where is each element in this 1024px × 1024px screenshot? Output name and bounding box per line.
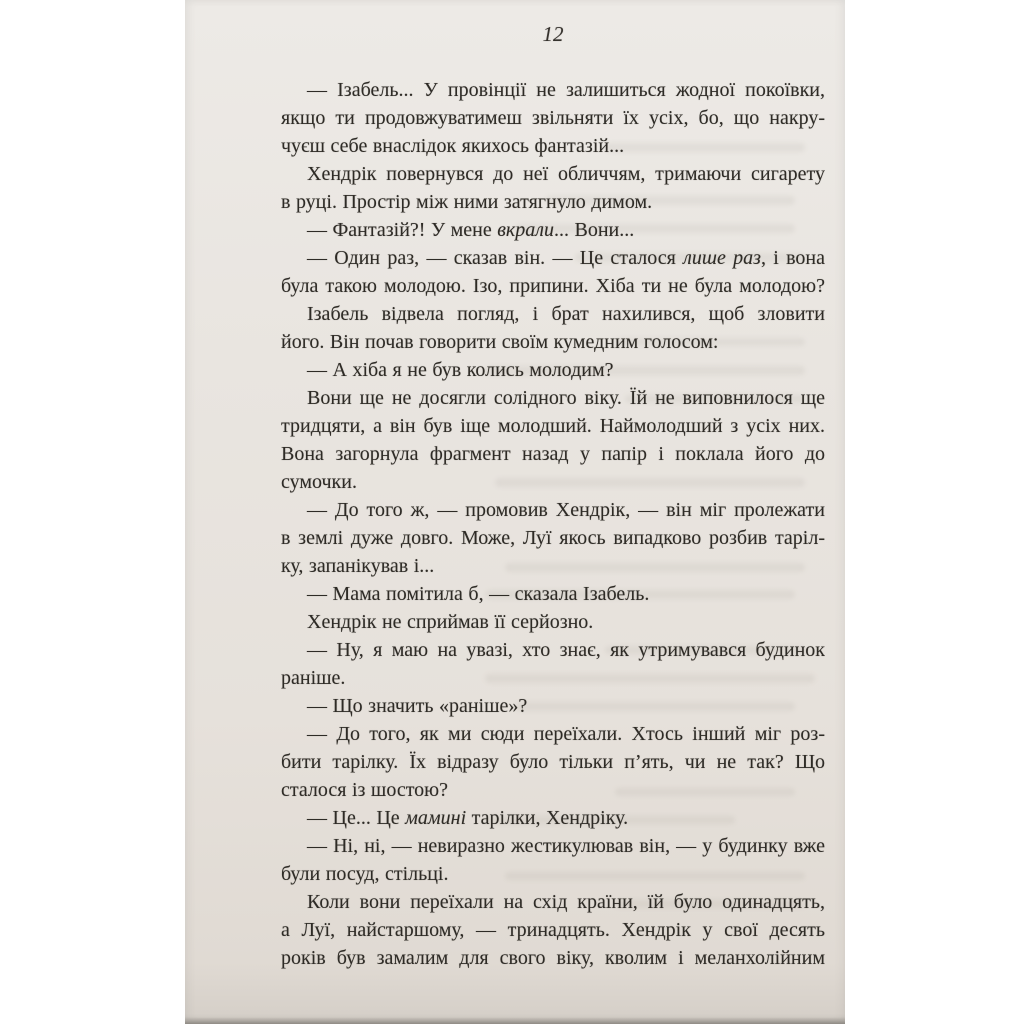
text-line: Коли вони переїхали на схід країни, їй було одинадцять, [307,891,825,913]
text-line: були посуд, стільці. [281,863,449,885]
text-line: Вона загорнула фрагмент назад у папір і поклала його до [281,443,825,465]
text-line: — Ізабель... У провінції не залишиться жодної покоївки, [307,79,825,101]
text-line: його. Він почав говорити своїм кумедним голосом: [281,331,719,353]
text-line: — До того ж, — промовив Хендрік, — він міг пролежати [307,499,825,521]
text-line: була такою молодою. Ізо, припини. Хіба ти не була молодою? [281,275,825,297]
text-line: Ізабель відвела погляд, і брат нахилився, щоб зловити [307,303,825,325]
text-line: Вони ще не досягли солідного віку. Їй не виповнилося ще [307,387,825,409]
book-page [185,0,845,1024]
text-line: — Мама помітила б, — сказала Ізабель. [307,583,650,605]
text-line: — Ні, ні, — невиразно жестикулював він, — у будинку вже [307,835,825,857]
text-line: чуєш себе внаслідок якихось фантазій... [281,135,625,157]
text-line: — До того, як ми сюди переїхали. Хтось інший міг роз- [307,723,825,745]
text-line: раніше. [281,667,346,689]
text-line: Хендрік повернувся до неї обличчям, тримаючи сигарету [307,163,825,185]
text-line: — Ну, я маю на увазі, хто знає, як утримувався будинок [307,639,825,661]
page-bottom-edge-shadow [185,1017,845,1024]
text-line: — Це... Це мамині тарілки, Хендріку. [307,807,629,829]
text-line: — Що значить «раніше»? [307,695,528,717]
text-line: сумочки. [281,471,357,493]
text-line: якщо ти продовжуватимеш звільняти їх усіх, бо, що накру- [281,107,825,129]
text-line: Хендрік не сприймав її серйозно. [307,611,594,633]
text-line: — А хіба я не був колись молодим? [307,359,614,381]
text-line: ку, запанікував і... [281,555,435,577]
text-line: в землі дуже довго. Може, Луї якось випадково розбив таріл- [281,527,825,549]
text-line: років був замалим для свого віку, кволим і меланхолійним [281,947,825,969]
text-line: в руці. Простір між ними затягнуло димом. [281,191,653,213]
text-line: а Луї, найстаршому, — тринадцять. Хендрік у свої десять [281,919,825,941]
text-line: — Фантазій?! У мене вкрали... Вони... [307,219,635,241]
text-line: — Один раз, — сказав він. — Це сталося лише раз, і вона [307,247,825,269]
text-line: бити тарілку. Їх відразу було тільки п’ять, чи не так? Що [281,751,825,773]
text-line: сталося із шостою? [281,779,448,801]
text-line: тридцяти, а він був іще молодший. Наймолодший з усіх них. [281,415,825,437]
page-text [281,76,825,972]
page-number: 12 [542,22,564,46]
